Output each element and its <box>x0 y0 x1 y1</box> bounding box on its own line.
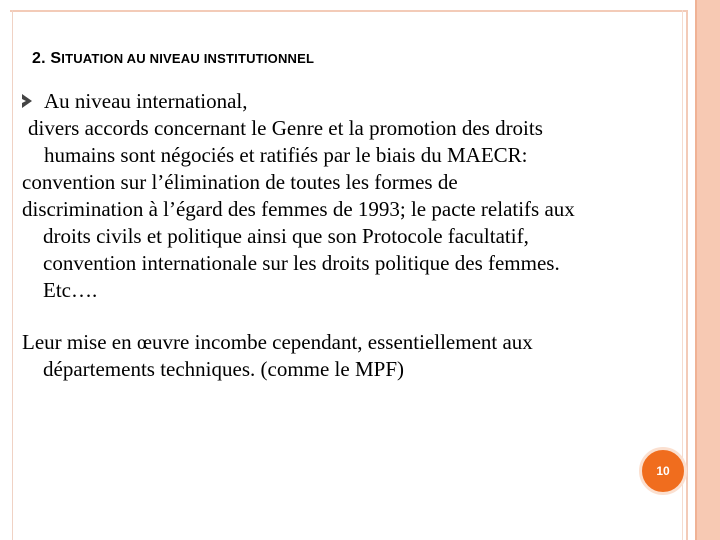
para1-line-2: humains sont négociés et ratifiés par le biais du MAECR: <box>44 143 528 167</box>
bullet-text: Au niveau international, <box>44 89 248 113</box>
right-accent-band <box>695 0 720 540</box>
para1-line-1: divers accords concernant le Genre et la promotion des droits <box>28 116 543 140</box>
bullet-item <box>22 88 687 115</box>
slide-body <box>22 88 687 383</box>
page-number: 10 <box>656 464 670 478</box>
para1-line-4: discrimination à l’égard des femmes de 1993; le pacte relatifs aux <box>22 197 575 221</box>
frame-left-line <box>12 10 13 540</box>
page-number-badge <box>639 447 687 495</box>
para2-line-1: Leur mise en œuvre incombe cependant, essentiellement aux <box>22 330 533 354</box>
para2-line-2: départements techniques. (comme le MPF) <box>43 357 404 381</box>
slide-title <box>32 50 314 68</box>
paragraph-spacer <box>22 304 687 329</box>
para1-line-7: Etc…. <box>43 278 98 302</box>
frame-top-line <box>10 10 686 12</box>
para1-line-5: droits civils et politique ainsi que son Protocole facultatif, <box>43 224 529 248</box>
para1-line-6: convention internationale sur les droits politique des femmes. <box>43 251 560 275</box>
slide-title-first: 2. S <box>32 50 62 67</box>
arrow-bullet-icon <box>22 94 32 108</box>
para1-line-3: convention sur l’élimination de toutes les formes de <box>22 170 458 194</box>
slide-title-rest: ITUATION AU NIVEAU INSTITUTIONNEL <box>61 51 315 66</box>
